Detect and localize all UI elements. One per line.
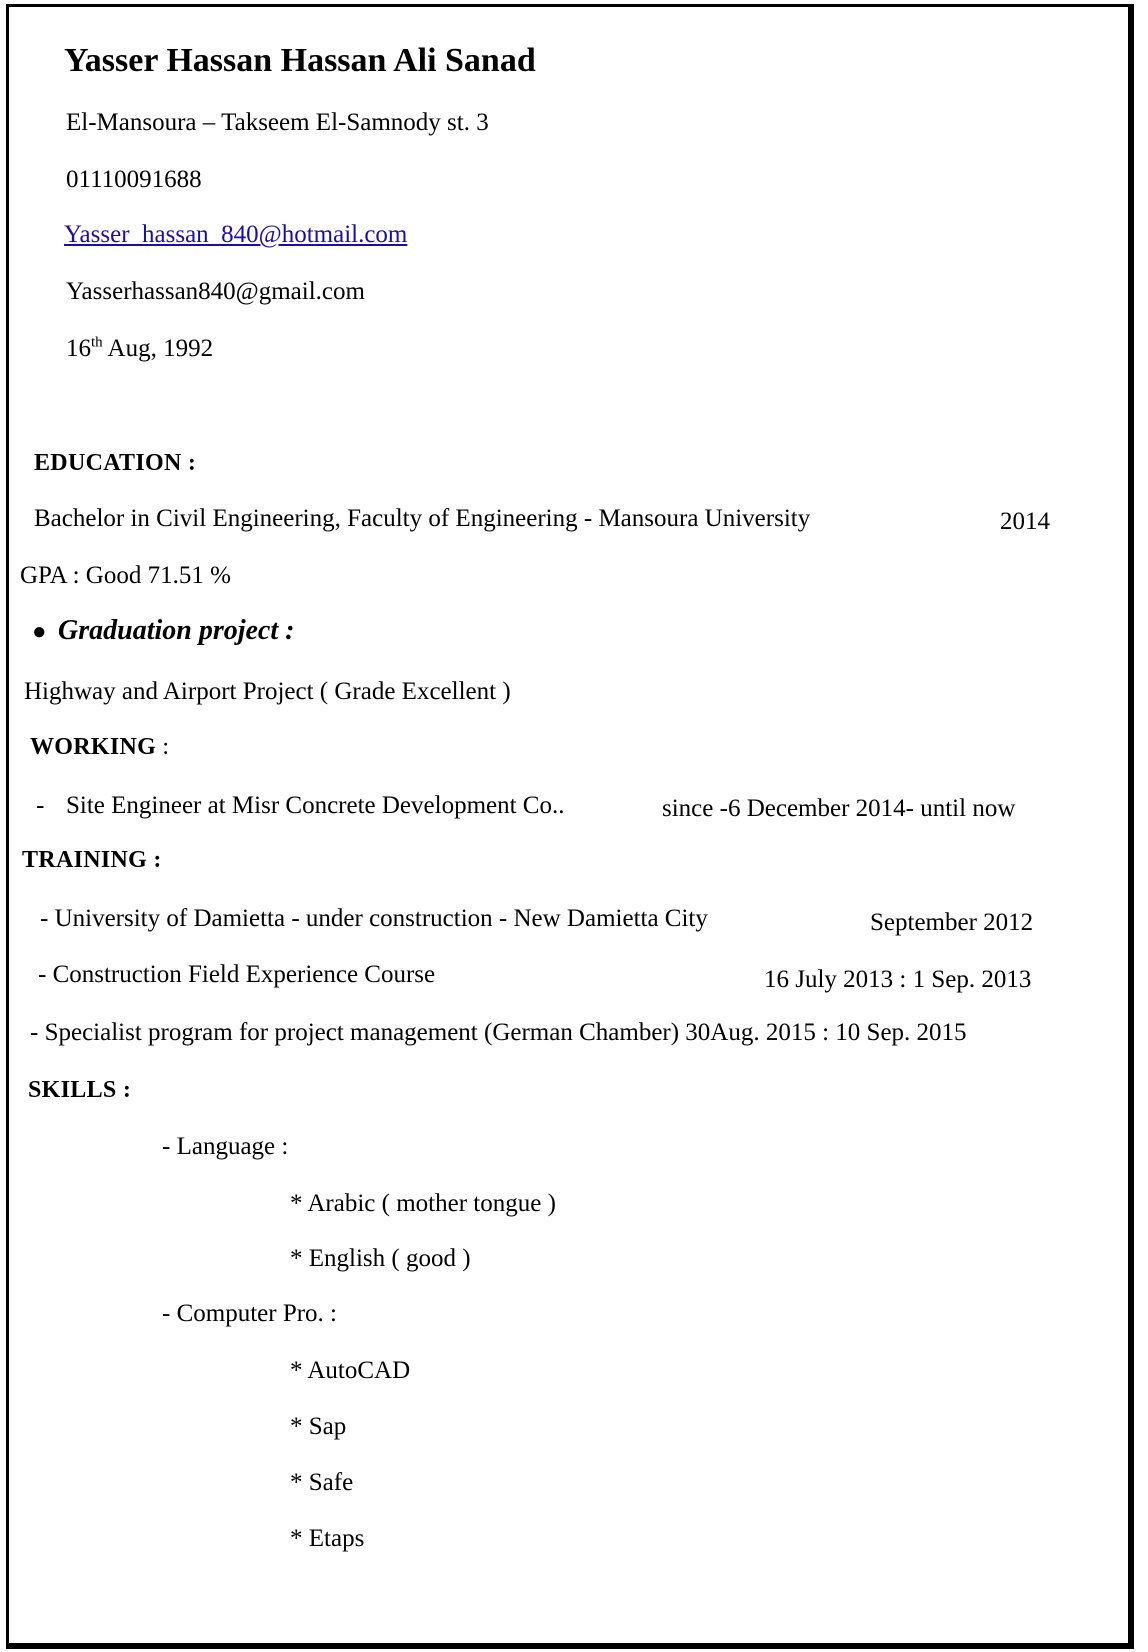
computer-item-sap: * Sap xyxy=(290,1413,347,1440)
date-of-birth xyxy=(66,336,213,361)
email-link-hotmail[interactable]: Yasser_hassan_840@hotmail.com xyxy=(64,221,408,248)
education-heading: EDUCATION : xyxy=(34,450,197,476)
candidate-name: Yasser Hassan Hassan Ali Sanad xyxy=(64,42,536,79)
working-period: since -6 December 2014- until now xyxy=(662,795,1016,822)
working-dash: - xyxy=(36,792,45,819)
training-item-2: - Construction Field Experience Course xyxy=(38,961,436,988)
language-item-english: * English ( good ) xyxy=(290,1245,471,1272)
graduation-project: Highway and Airport Project ( Grade Excellent ) xyxy=(24,678,511,705)
email-gmail: Yasserhassan840@gmail.com xyxy=(66,278,365,305)
project-bullet: ● xyxy=(32,619,47,645)
training-item-2-date: 16 July 2013 : 1 Sep. 2013 xyxy=(764,966,1032,993)
working-heading xyxy=(30,735,169,759)
training-item-3: - Specialist program for project management (German Chamber) 30Aug. 2015 : 10 Sep. 2015 xyxy=(30,1019,967,1046)
phone-number: 01110091688 xyxy=(66,166,202,193)
education-degree: Bachelor in Civil Engineering, Faculty of Engineering - Mansoura University xyxy=(34,505,811,532)
computer-item-safe: * Safe xyxy=(290,1469,354,1496)
dob-day: 16 xyxy=(66,335,91,362)
working-job: Site Engineer at Misr Concrete Development Co.. xyxy=(66,792,565,819)
computer-item-etaps: * Etaps xyxy=(290,1525,365,1552)
skills-heading: SKILLS : xyxy=(28,1077,132,1103)
page-border xyxy=(6,4,1134,1649)
language-item-arabic: * Arabic ( mother tongue ) xyxy=(290,1190,556,1217)
training-item-1: - University of Damietta - under construction - New Damietta City xyxy=(40,905,708,932)
dob-rest: Aug, 1992 xyxy=(107,335,214,362)
training-item-1-date: September 2012 xyxy=(870,909,1034,936)
skills-computer-label: - Computer Pro. : xyxy=(162,1300,337,1327)
education-gpa: GPA : Good 71.51 % xyxy=(20,562,231,589)
working-heading-colon: : xyxy=(162,734,170,760)
address: El-Mansoura – Takseem El-Samnody st. 3 xyxy=(66,109,489,136)
dob-suffix: th xyxy=(91,334,103,351)
working-heading-text: WORKING xyxy=(30,734,157,760)
education-year: 2014 xyxy=(1000,508,1050,535)
graduation-project-heading: Graduation project : xyxy=(58,615,295,646)
training-heading: TRAINING : xyxy=(22,847,162,873)
skills-language-label: - Language : xyxy=(162,1133,289,1160)
computer-item-autocad: * AutoCAD xyxy=(290,1357,411,1384)
